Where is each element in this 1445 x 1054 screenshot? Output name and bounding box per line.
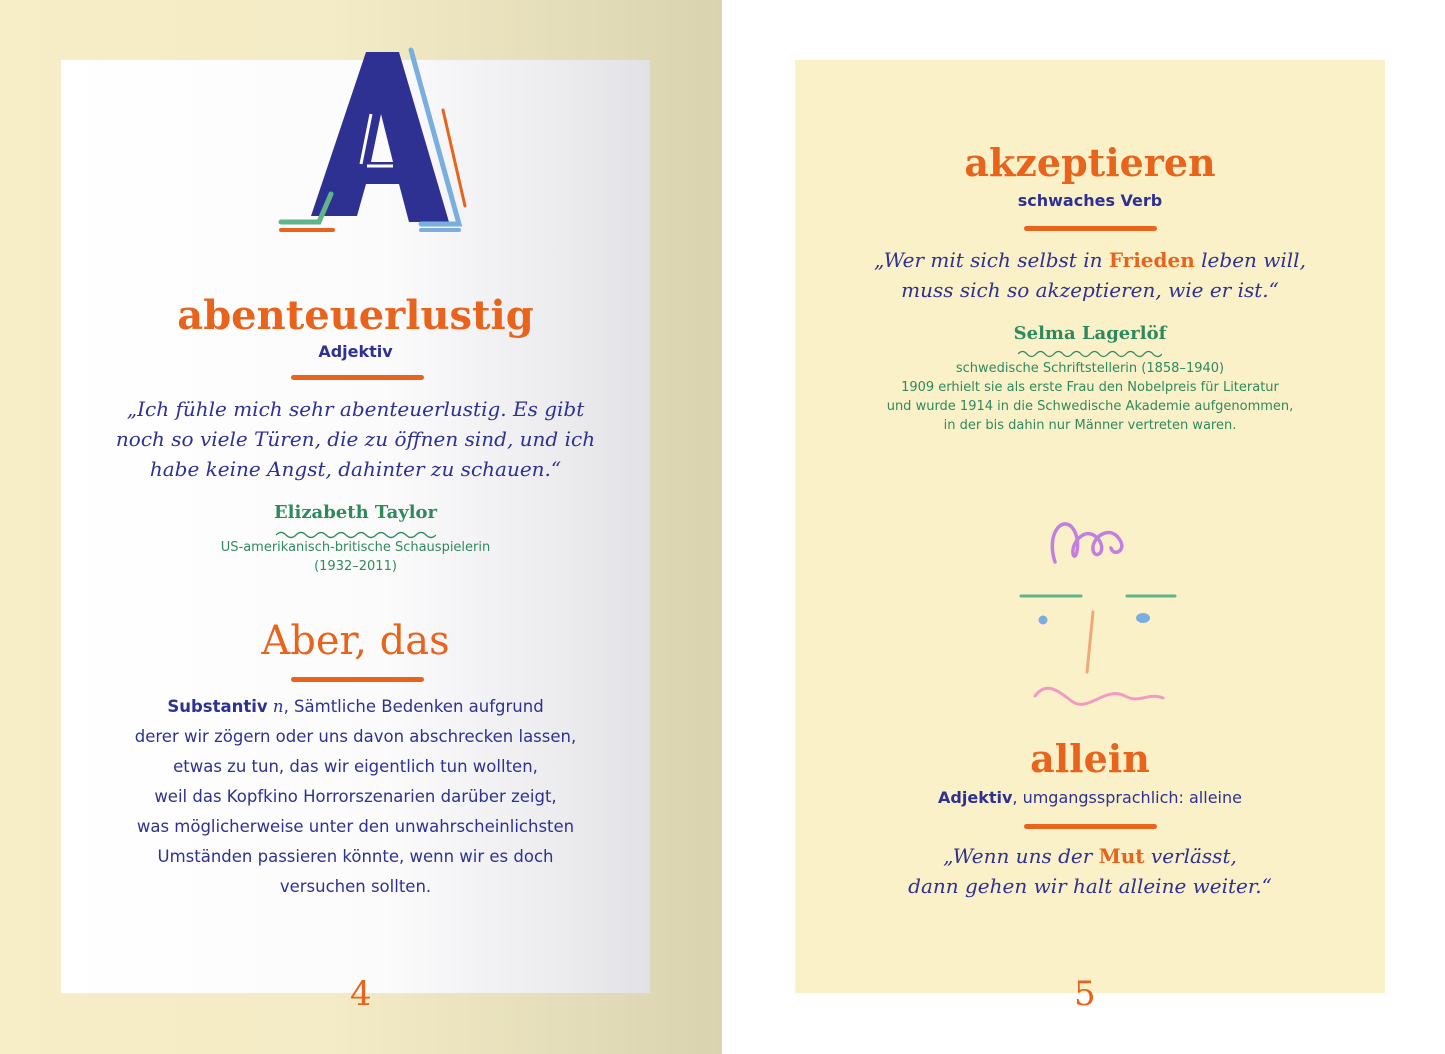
quote-allein	[795, 841, 1385, 901]
pos-extra: , umgangssprachlich: alleine	[1012, 788, 1242, 807]
part-of-speech: Adjektiv	[318, 342, 393, 361]
meta-line: (1932–2011)	[314, 559, 397, 574]
divider-rule	[1024, 226, 1157, 231]
face-doodle-illustration	[1015, 512, 1185, 712]
quote-line: dann gehen wir halt alleine weiter.“	[908, 874, 1272, 898]
page-number-right: 5	[1074, 974, 1096, 1014]
nose-line	[1087, 612, 1093, 672]
definition-line: versuchen sollten.	[279, 877, 432, 896]
divider-rule	[291, 375, 424, 380]
quote-line: noch so viele Türen, die zu öffnen sind, und ich	[115, 427, 596, 451]
quote-akzeptieren	[795, 245, 1385, 305]
definition-line: weil das Kopfkino Horrorszenarien darüber zeigt,	[154, 787, 557, 806]
meta-line: 1909 erhielt sie als erste Frau den Nobelpreis für Literatur	[901, 380, 1279, 395]
definition-line: was möglicherweise unter den unwahrscheinlichsten	[136, 817, 575, 836]
hair-scribble	[1052, 524, 1122, 562]
definition-line	[61, 692, 650, 722]
page-number-left: 4	[350, 974, 372, 1014]
right-page	[722, 0, 1445, 1054]
wavy-underline	[1018, 349, 1162, 359]
quote-line: muss sich so akzeptieren, wie er ist.“	[901, 278, 1279, 302]
headword-allein: allein	[1030, 736, 1150, 781]
quote-abenteuerlustig	[61, 394, 650, 484]
definition-line: etwas zu tun, das wir eigentlich tun wollten,	[173, 757, 538, 776]
part-of-speech: schwaches Verb	[1017, 191, 1163, 210]
left-card	[61, 60, 650, 993]
quote-line: habe keine Angst, dahinter zu schauen.“	[149, 457, 562, 481]
quote-line: „Ich fühle mich sehr abenteuerlustig. Es gibt	[126, 397, 585, 421]
gender-label: n	[272, 697, 284, 716]
definition-aber-das	[61, 692, 650, 902]
divider-rule	[291, 677, 424, 682]
quote-line: „Wenn uns der Mut verlässt,	[943, 844, 1237, 868]
pos-label: Adjektiv	[938, 788, 1013, 807]
letter-a-illustration	[271, 44, 471, 264]
left-eye	[1039, 616, 1048, 625]
author-name: Elizabeth Taylor	[273, 502, 438, 523]
pos-label: Substantiv	[167, 697, 268, 716]
right-eye	[1136, 613, 1150, 623]
headword-akzeptieren: akzeptieren	[964, 140, 1216, 185]
mouth-squiggle	[1035, 688, 1163, 704]
definition-line: Umständen passieren könnte, wenn wir es doch	[157, 847, 554, 866]
quote-line: „Wer mit sich selbst in Frieden leben will,	[874, 248, 1306, 272]
highlight-word: Frieden	[1108, 248, 1195, 272]
author-name: Selma Lagerlöf	[1013, 323, 1167, 344]
meta-line: US-amerikanisch-britische Schauspielerin	[220, 540, 491, 555]
headword-abenteuerlustig: abenteuerlustig	[177, 292, 534, 339]
part-of-speech-line	[795, 788, 1385, 807]
definition-text: , Sämtliche Bedenken aufgrund	[283, 697, 544, 716]
meta-line: schwedische Schriftstellerin (1858–1940)	[955, 361, 1225, 376]
divider-rule	[1024, 824, 1157, 829]
highlight-word: Mut	[1098, 844, 1145, 868]
meta-line: und wurde 1914 in die Schwedische Akademie aufgenommen,	[886, 399, 1294, 414]
headword-aber-das: Aber, das	[261, 618, 450, 664]
author-meta	[795, 359, 1385, 435]
right-card	[795, 60, 1385, 993]
author-meta	[61, 538, 650, 576]
left-page	[0, 0, 722, 1054]
definition-line: derer wir zögern oder uns davon abschrecken lassen,	[134, 727, 577, 746]
meta-line: in der bis dahin nur Männer vertreten waren.	[943, 418, 1237, 433]
